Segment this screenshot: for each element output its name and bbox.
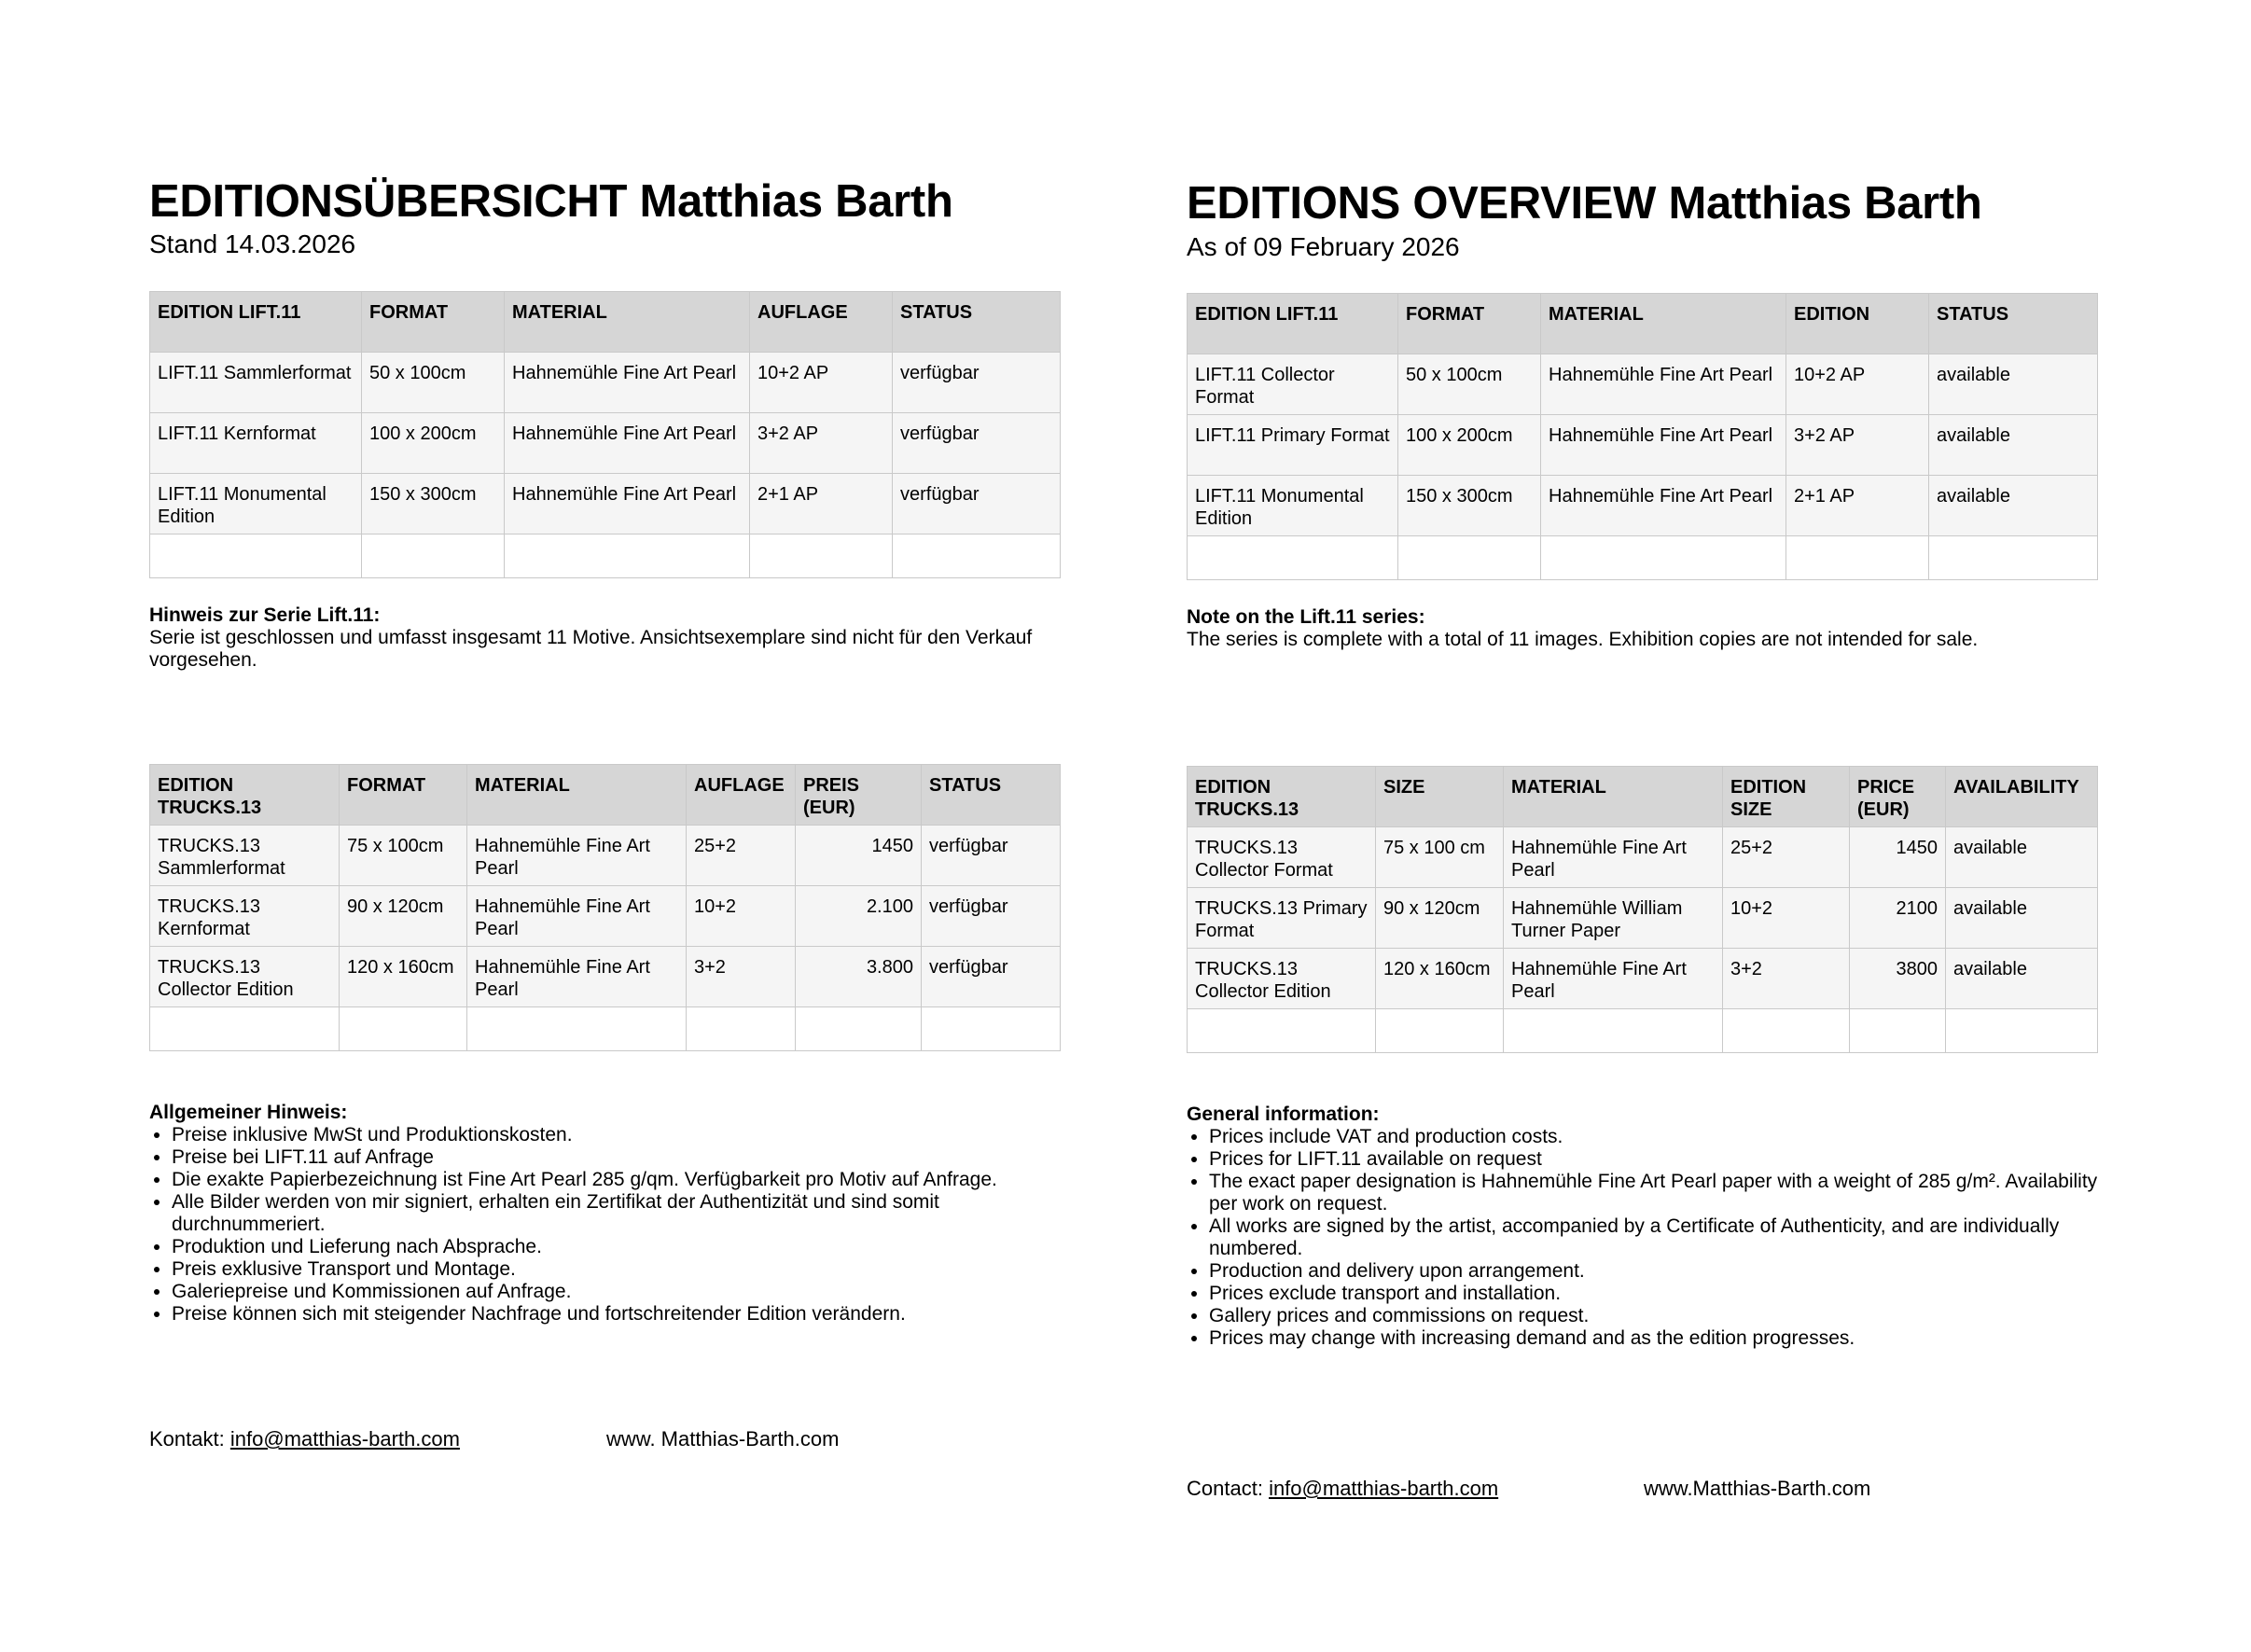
list-item: • Prices may change with increasing demand and as the edition progresses. <box>1209 1327 2101 1350</box>
table-cell: 1450 <box>796 826 922 886</box>
list-item: • The exact paper designation is Hahnemühle Fine Art Pearl paper with a weight of 285 g/m². Availability per work on request. <box>1209 1171 2101 1215</box>
table-cell: TRUCKS.13 Collector Edition <box>150 947 340 1007</box>
list-item: • Prices exclude transport and installation. <box>1209 1283 2101 1305</box>
table-row <box>1188 949 2098 1009</box>
table-cell: Hahnemühle Fine Art Pearl <box>505 413 750 474</box>
header-cell: PREIS (EUR) <box>796 765 922 826</box>
general-note-title: Allgemeiner Hinweis: <box>149 1102 348 1123</box>
table-cell: Hahnemühle Fine Art Pearl <box>467 826 687 886</box>
table-cell: available <box>1946 888 2098 949</box>
table-cell: TRUCKS.13 Collector Edition <box>1188 949 1376 1009</box>
header-cell: FORMAT <box>340 765 467 826</box>
table-cell: Hahnemühle William Turner Paper <box>1504 888 1723 949</box>
table-cell: 90 x 120cm <box>340 886 467 947</box>
lift-table <box>149 291 1061 578</box>
header-cell: FORMAT <box>1398 294 1541 354</box>
list-item: • Die exakte Papierbezeichnung ist Fine Art Pearl 285 g/qm. Verfügbarkeit pro Motiv auf Anfrage. <box>172 1169 1063 1191</box>
lift-note-title: Note on the Lift.11 series: <box>1187 606 1425 628</box>
list-item: • Alle Bilder werden von mir signiert, erhalten ein Zertifikat der Authentizität und sind somit durchnummeriert. <box>172 1191 1063 1236</box>
table-row-empty <box>150 534 1061 578</box>
header-cell: MATERIAL <box>467 765 687 826</box>
table-header-row <box>1188 767 2098 827</box>
page-title: EDITIONSÜBERSICHT Matthias Barth <box>149 176 953 227</box>
header-cell: EDITION <box>1786 294 1929 354</box>
table-cell: 120 x 160cm <box>1376 949 1504 1009</box>
table-cell: verfügbar <box>922 947 1061 1007</box>
general-note-title: General information: <box>1187 1104 1380 1125</box>
table-cell: 2100 <box>1850 888 1946 949</box>
lift-note <box>149 604 1063 672</box>
table-cell: 100 x 200cm <box>362 413 505 474</box>
general-note <box>149 1102 1063 1326</box>
table-cell: Hahnemühle Fine Art Pearl <box>505 474 750 534</box>
table-cell: 75 x 100 cm <box>1376 827 1504 888</box>
header-cell: MATERIAL <box>1504 767 1723 827</box>
table-cell: 10+2 <box>1723 888 1850 949</box>
header-cell: FORMAT <box>362 292 505 353</box>
general-note <box>1187 1104 2101 1350</box>
header-cell: EDITION TRUCKS.13 <box>150 765 340 826</box>
table-cell: 150 x 300cm <box>362 474 505 534</box>
table-cell: LIFT.11 Primary Format <box>1188 415 1398 476</box>
table-row <box>150 474 1061 534</box>
list-item: • Production and delivery upon arrangement. <box>1209 1260 2101 1283</box>
general-note-list <box>149 1124 1063 1326</box>
header-cell: EDITION LIFT.11 <box>1188 294 1398 354</box>
table-cell: 90 x 120cm <box>1376 888 1504 949</box>
table-cell: 50 x 100cm <box>362 353 505 413</box>
table-cell: 1450 <box>1850 827 1946 888</box>
table-cell: 100 x 200cm <box>1398 415 1541 476</box>
table-cell: Hahnemühle Fine Art Pearl <box>1541 476 1786 536</box>
table-cell: Hahnemühle Fine Art Pearl <box>467 886 687 947</box>
table-cell: LIFT.11 Kernformat <box>150 413 362 474</box>
contact-label: Contact: <box>1187 1477 1263 1500</box>
table-cell: available <box>1929 415 2098 476</box>
header-cell: MATERIAL <box>505 292 750 353</box>
table-row <box>150 826 1061 886</box>
list-item: • Preis exklusive Transport und Montage. <box>172 1258 1063 1281</box>
table-cell: Hahnemühle Fine Art Pearl <box>1504 949 1723 1009</box>
list-item: • Gallery prices and commissions on request. <box>1209 1305 2101 1327</box>
trucks-table <box>149 764 1061 1051</box>
table-cell: TRUCKS.13 Collector Format <box>1188 827 1376 888</box>
contact-line <box>149 1429 460 1450</box>
table-row-empty <box>150 1007 1061 1051</box>
contact-label: Kontakt: <box>149 1427 225 1451</box>
lift-note <box>1187 606 2101 651</box>
table-cell: verfügbar <box>922 886 1061 947</box>
table-row <box>1188 827 2098 888</box>
table-cell: LIFT.11 Monumental Edition <box>1188 476 1398 536</box>
page-date: Stand 14.03.2026 <box>149 229 356 258</box>
table-cell: TRUCKS.13 Primary Format <box>1188 888 1376 949</box>
list-item: • All works are signed by the artist, accompanied by a Certificate of Authenticity, and are individually numbered. <box>1209 1215 2101 1260</box>
table-cell: 10+2 AP <box>750 353 893 413</box>
table-cell: 25+2 <box>1723 827 1850 888</box>
table-cell: available <box>1946 827 2098 888</box>
table-cell: 2.100 <box>796 886 922 947</box>
list-item: • Produktion und Lieferung nach Absprache. <box>172 1236 1063 1258</box>
contact-email-link[interactable]: info@matthias-barth.com <box>229 1427 460 1451</box>
table-cell: Hahnemühle Fine Art Pearl <box>467 947 687 1007</box>
table-cell: available <box>1929 354 2098 415</box>
list-item: • Preise können sich mit steigender Nachfrage und fortschreitender Edition verändern. <box>172 1303 1063 1326</box>
table-cell: 3+2 <box>1723 949 1850 1009</box>
table-cell: 2+1 AP <box>1786 476 1929 536</box>
table-row <box>1188 415 2098 476</box>
header-cell: STATUS <box>922 765 1061 826</box>
table-row-empty <box>1188 536 2098 580</box>
table-cell: 3800 <box>1850 949 1946 1009</box>
header-cell: AUFLAGE <box>687 765 796 826</box>
list-item: • Preise inklusive MwSt und Produktionskosten. <box>172 1124 1063 1146</box>
contact-email-link[interactable]: info@matthias-barth.com <box>1269 1477 1499 1500</box>
table-cell: 120 x 160cm <box>340 947 467 1007</box>
table-header-row <box>1188 294 2098 354</box>
table-cell: 3+2 AP <box>750 413 893 474</box>
header-cell: EDITION TRUCKS.13 <box>1188 767 1376 827</box>
list-item: • Prices include VAT and production costs. <box>1209 1126 2101 1148</box>
lift-note-text: Serie ist geschlossen und umfasst insgesamt 11 Motive. Ansichtsexemplare sind nicht für den Verkauf vorgesehen. <box>149 627 1033 671</box>
table-cell: LIFT.11 Sammlerformat <box>150 353 362 413</box>
table-cell: verfügbar <box>922 826 1061 886</box>
header-cell: AVAILABILITY <box>1946 767 2098 827</box>
table-cell: 10+2 AP <box>1786 354 1929 415</box>
header-cell: MATERIAL <box>1541 294 1786 354</box>
header-cell: STATUS <box>893 292 1061 353</box>
table-cell: 10+2 <box>687 886 796 947</box>
table-cell: 25+2 <box>687 826 796 886</box>
header-cell: EDITION LIFT.11 <box>150 292 362 353</box>
table-cell: 50 x 100cm <box>1398 354 1541 415</box>
header-cell: PRICE (EUR) <box>1850 767 1946 827</box>
table-cell: verfügbar <box>893 353 1061 413</box>
table-cell: 3.800 <box>796 947 922 1007</box>
lift-note-title: Hinweis zur Serie Lift.11: <box>149 604 381 626</box>
contact-line <box>1187 1478 1498 1499</box>
table-row <box>150 413 1061 474</box>
table-cell: 3+2 <box>687 947 796 1007</box>
table-row <box>150 886 1061 947</box>
website-link[interactable]: www. Matthias-Barth.com <box>606 1427 840 1451</box>
table-row-empty <box>1188 1009 2098 1053</box>
table-cell: TRUCKS.13 Sammlerformat <box>150 826 340 886</box>
table-cell: Hahnemühle Fine Art Pearl <box>1541 415 1786 476</box>
table-cell: available <box>1946 949 2098 1009</box>
table-header-row <box>150 765 1061 826</box>
table-row <box>150 353 1061 413</box>
list-item: • Preise bei LIFT.11 auf Anfrage <box>172 1146 1063 1169</box>
table-header-row <box>150 292 1061 353</box>
table-cell: Hahnemühle Fine Art Pearl <box>1504 827 1723 888</box>
header-cell: AUFLAGE <box>750 292 893 353</box>
table-cell: verfügbar <box>893 474 1061 534</box>
page-date: As of 09 February 2026 <box>1187 232 1460 261</box>
table-row <box>1188 476 2098 536</box>
page-title: EDITIONS OVERVIEW Matthias Barth <box>1187 178 1982 229</box>
lift-note-text: The series is complete with a total of 11 images. Exhibition copies are not intended for sale. <box>1187 629 1979 650</box>
general-note-list <box>1187 1126 2101 1350</box>
table-cell: 3+2 AP <box>1786 415 1929 476</box>
table-cell: TRUCKS.13 Kernformat <box>150 886 340 947</box>
lift-table <box>1187 293 2098 580</box>
table-cell: Hahnemühle Fine Art Pearl <box>505 353 750 413</box>
header-cell: SIZE <box>1376 767 1504 827</box>
table-cell: 2+1 AP <box>750 474 893 534</box>
table-cell: available <box>1929 476 2098 536</box>
header-cell: EDITION SIZE <box>1723 767 1850 827</box>
table-cell: verfügbar <box>893 413 1061 474</box>
table-cell: 150 x 300cm <box>1398 476 1541 536</box>
table-row <box>1188 888 2098 949</box>
trucks-table <box>1187 766 2098 1053</box>
website-link[interactable]: www.Matthias-Barth.com <box>1644 1477 1871 1500</box>
list-item: • Galeriepreise und Kommissionen auf Anfrage. <box>172 1281 1063 1303</box>
table-row <box>150 947 1061 1007</box>
table-cell: LIFT.11 Monumental Edition <box>150 474 362 534</box>
header-cell: STATUS <box>1929 294 2098 354</box>
table-cell: Hahnemühle Fine Art Pearl <box>1541 354 1786 415</box>
table-row <box>1188 354 2098 415</box>
table-cell: LIFT.11 Collector Format <box>1188 354 1398 415</box>
list-item: • Prices for LIFT.11 available on request <box>1209 1148 2101 1171</box>
table-cell: 75 x 100cm <box>340 826 467 886</box>
